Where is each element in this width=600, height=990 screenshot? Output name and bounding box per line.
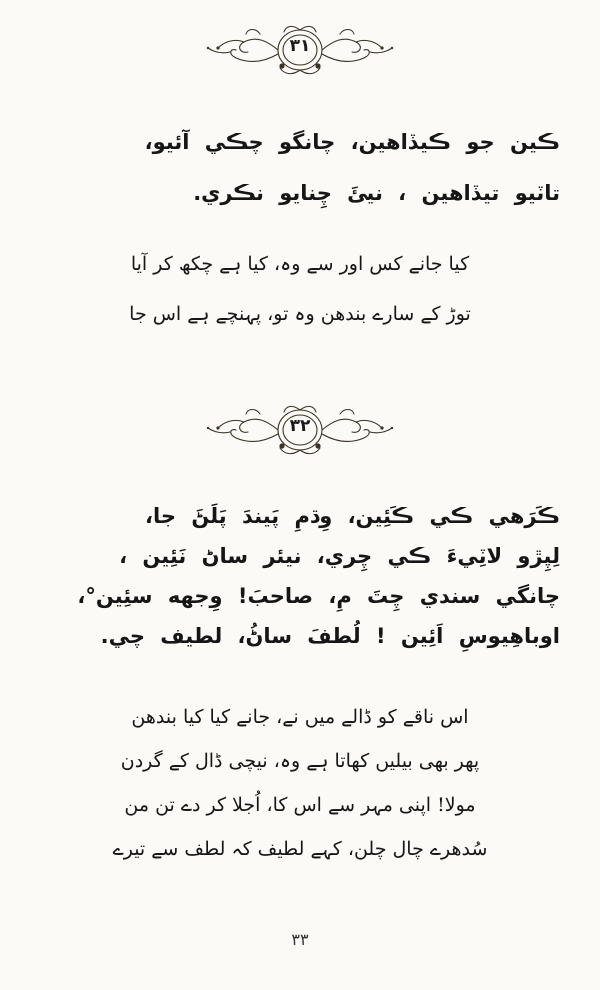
sindhi-verse bbox=[40, 506, 560, 666]
section-number: ۳۱ bbox=[289, 36, 311, 56]
urdu-translation bbox=[40, 255, 560, 355]
section-ornament bbox=[200, 402, 400, 458]
translation-line: کیا جانے کس اور سے وہ، کیا ہے چکھ کر آیا bbox=[130, 253, 470, 275]
urdu-translation bbox=[40, 708, 560, 884]
translation-line: مولا! اپنی مہر سے اس کا، اُجلا کر دے تن من bbox=[124, 794, 476, 816]
sindhi-verse bbox=[40, 132, 560, 234]
verse-line: ڪَرَهي ڪي ڪَئِين، وِڌمِ پَيندَ پَلَڻَ جا، bbox=[145, 504, 560, 528]
section-ornament bbox=[200, 22, 400, 78]
translation-line: اس ناقے کو ڈالے میں نے، جانے کیا کیا بندھن bbox=[131, 706, 469, 728]
verse-line: لِپِڙو لاٽِيءَ ڪي چِري، نيئر ساڻ نَئِين ، bbox=[119, 544, 560, 568]
verse-line: ڪين جو ڪيڏاهين، چانگو چڪي آئيو، bbox=[144, 130, 560, 154]
translation-line: پھر بھی بیلیں کھاتا ہے وہ، نیچی ڈال کے گردن bbox=[120, 750, 480, 772]
section-number: ۳۲ bbox=[289, 416, 311, 436]
page-number: ۳۳ bbox=[291, 930, 309, 949]
verse-line: تاٽيو تيڏاهين ، نيئَ چِنايو نڪري. bbox=[193, 181, 560, 205]
verse-line: اوباهِيوسِ اَئِين ! لُطفَ ساڻُ، لطيف چي. bbox=[100, 624, 560, 648]
translation-line: توڑ کے سارے بندھن وہ تو، پہنچے ہے اس جا bbox=[129, 303, 471, 325]
translation-line: سُدھرے چال چلن، کہے لطیف کہ لطف سے تیرے bbox=[112, 838, 488, 860]
verse-line: چانگي سندي چِتَ مِ، صاحبَ! وِجهه سئِين°، bbox=[77, 584, 560, 608]
